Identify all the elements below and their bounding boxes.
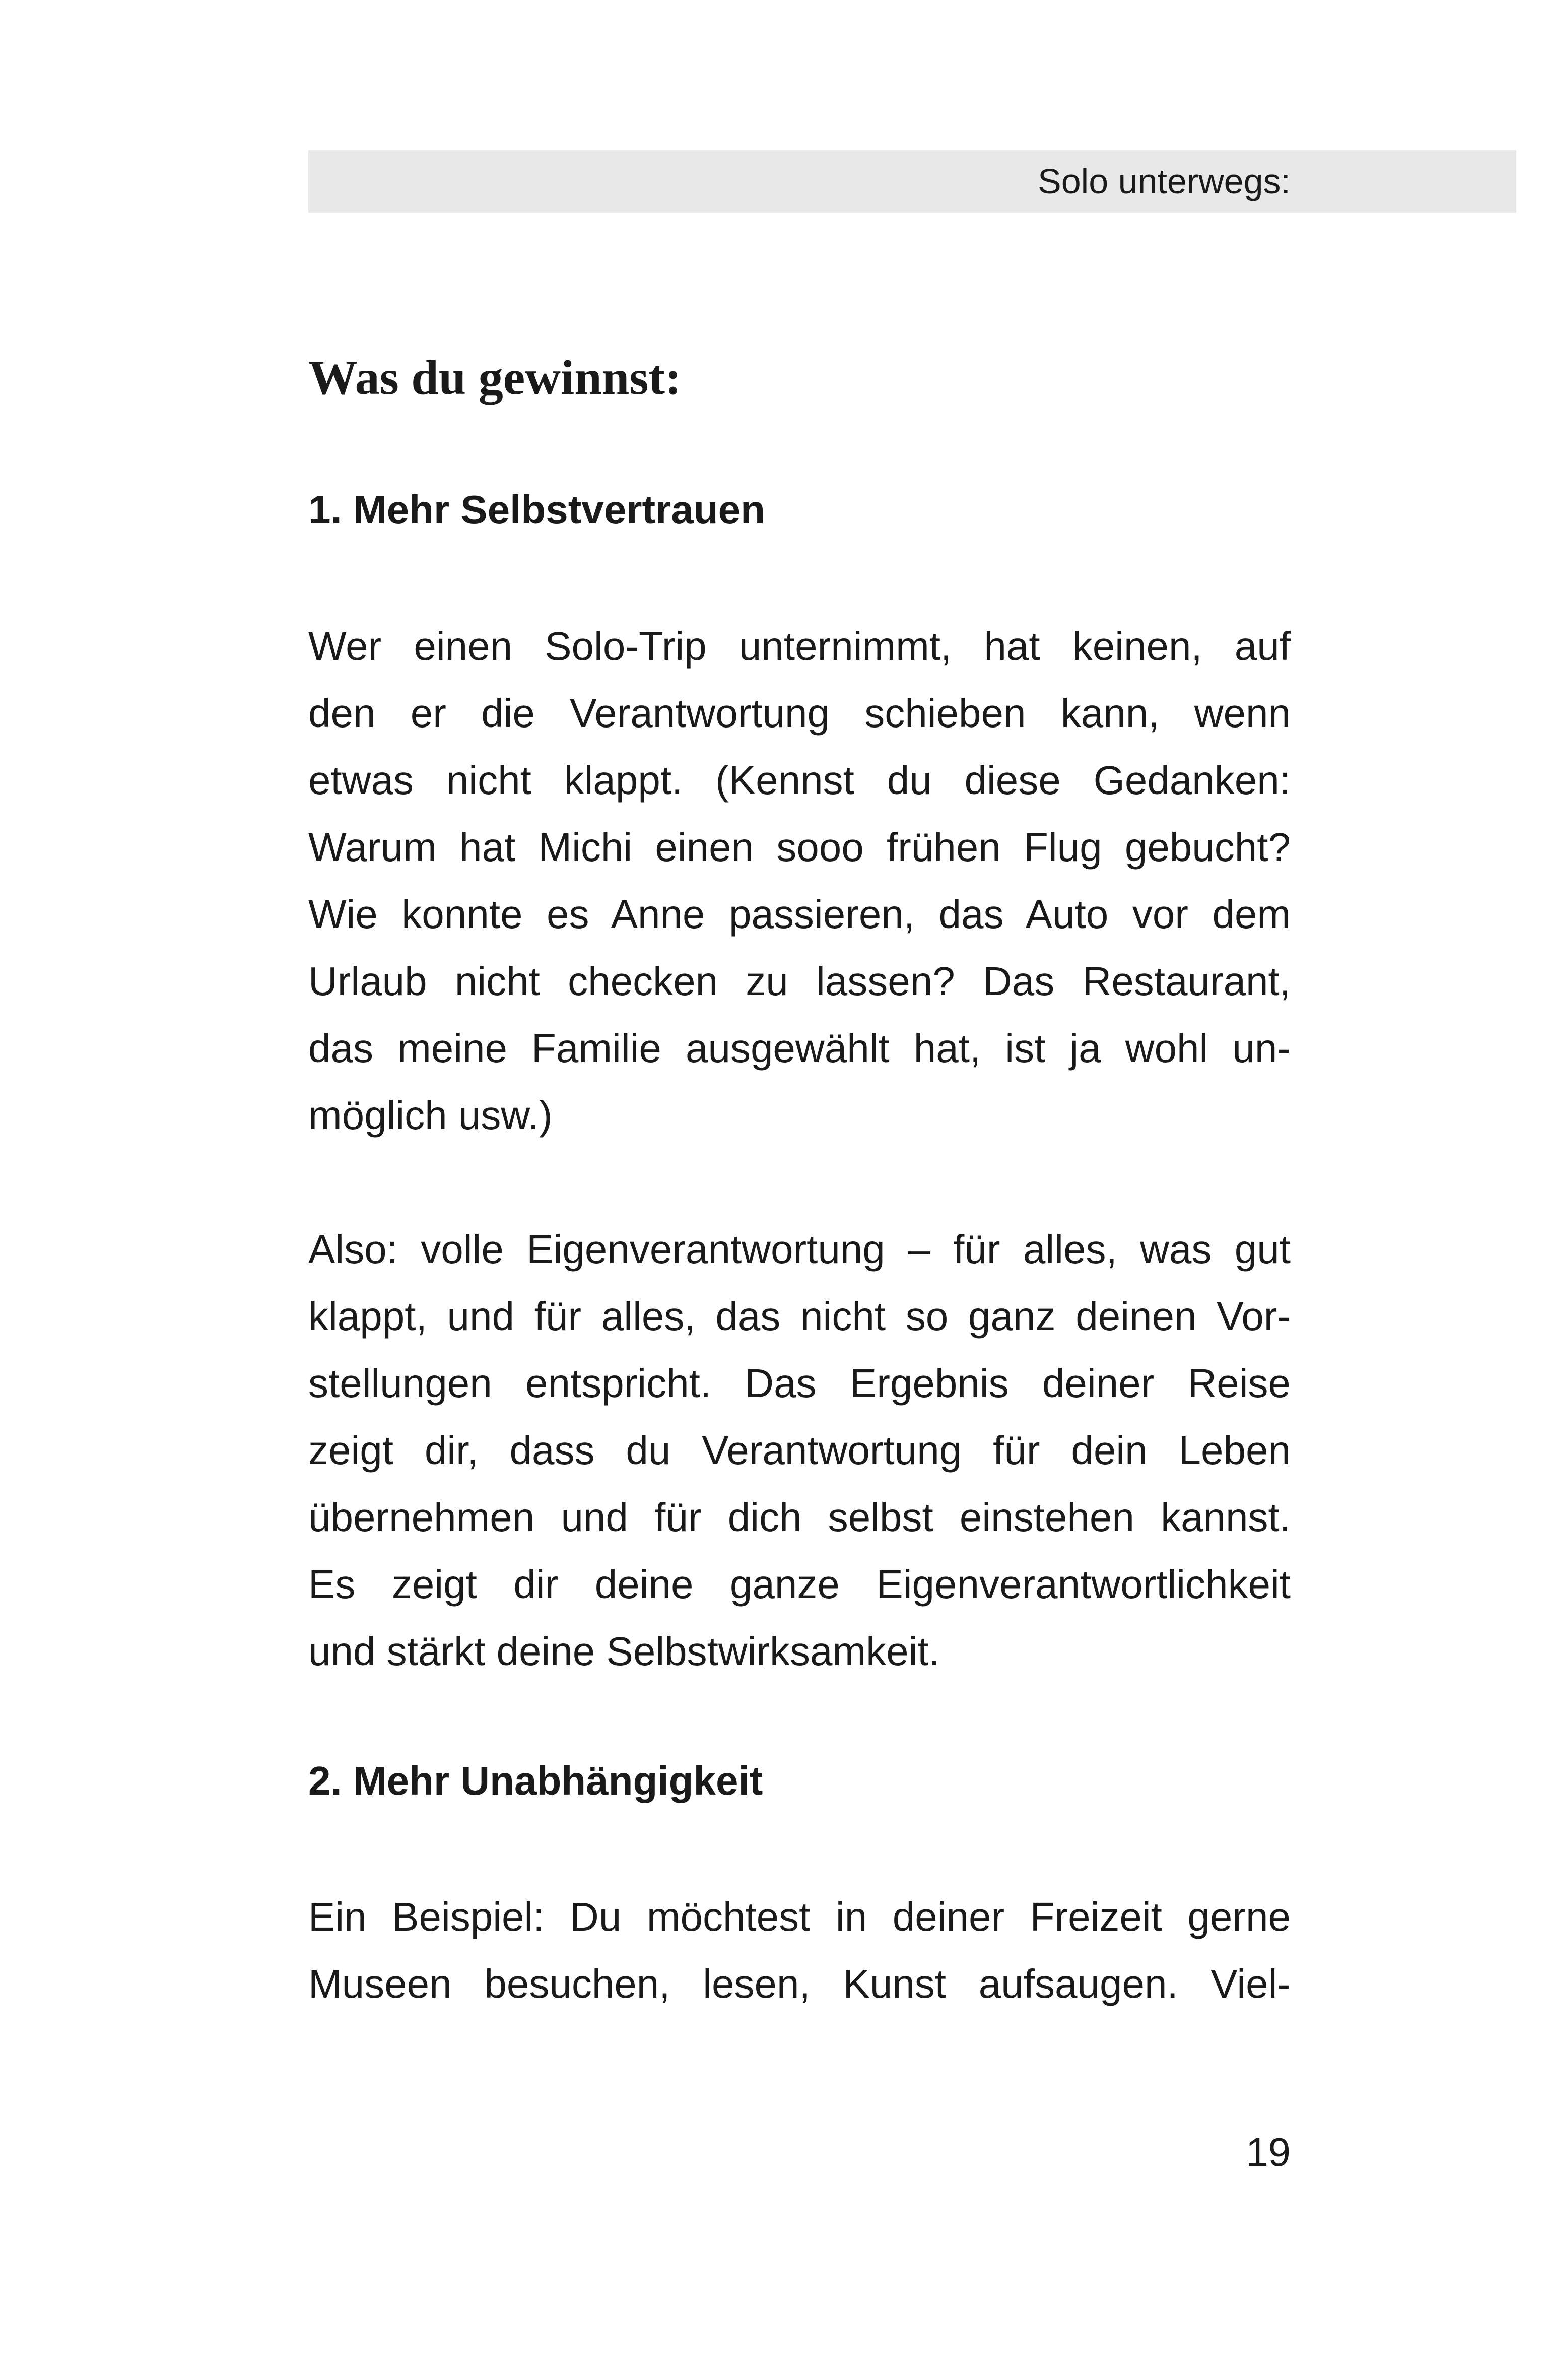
text-line: und stärkt deine Selbstwirksamkeit. [308,1629,940,1674]
text-line: übernehmen und für dich selbst einstehen kannst. [308,1495,1291,1540]
paragraph-eigenverantwortung [308,1216,1291,1685]
text-line: Warum hat Michi einen sooo frühen Flug gebucht? [308,825,1291,870]
running-header-title: Solo unterwegs: [1038,162,1291,201]
text-line: Wer einen Solo-Trip unternimmt, hat keinen, auf [308,624,1291,669]
text-line: stellungen entspricht. Das Ergebnis deiner Reise [308,1361,1291,1406]
text-line: Museen besuchen, lesen, Kunst aufsaugen. Viel- [308,1961,1291,2006]
paragraph-solo-trip [308,613,1291,1149]
text-line: zeigt dir, dass du Verantwortung für dein Leben [308,1428,1291,1473]
text-line: das meine Familie ausgewählt hat, ist ja wohl un- [308,1026,1291,1071]
text-line: Urlaub nicht checken zu lassen? Das Restaurant, [308,959,1291,1004]
chapter-title: Was du gewinnst: [308,351,682,405]
text-line: Wie konnte es Anne passieren, das Auto vor dem [308,892,1291,937]
section-heading-selbstvertrauen: 1. Mehr Selbstvertrauen [308,487,765,532]
text-line: möglich usw.) [308,1093,553,1138]
running-header [308,150,1516,213]
section-heading-unabhaengigkeit: 2. Mehr Unabhängigkeit [308,1758,763,1803]
text-line: Also: volle Eigenverantwortung – für alles, was gut [308,1227,1291,1272]
text-line: Ein Beispiel: Du möchtest in deiner Freizeit gerne [308,1894,1291,1939]
text-line: Es zeigt dir deine ganze Eigenverantwortlichkeit [308,1562,1291,1607]
page-number: 19 [1246,2130,1291,2174]
text-line: klappt, und für alles, das nicht so ganz deinen Vor- [308,1294,1291,1339]
text-line: etwas nicht klappt. (Kennst du diese Gedanken: [308,758,1291,803]
paragraph-beispiel [308,1883,1291,2017]
text-line: den er die Verantwortung schieben kann, wenn [308,691,1291,736]
